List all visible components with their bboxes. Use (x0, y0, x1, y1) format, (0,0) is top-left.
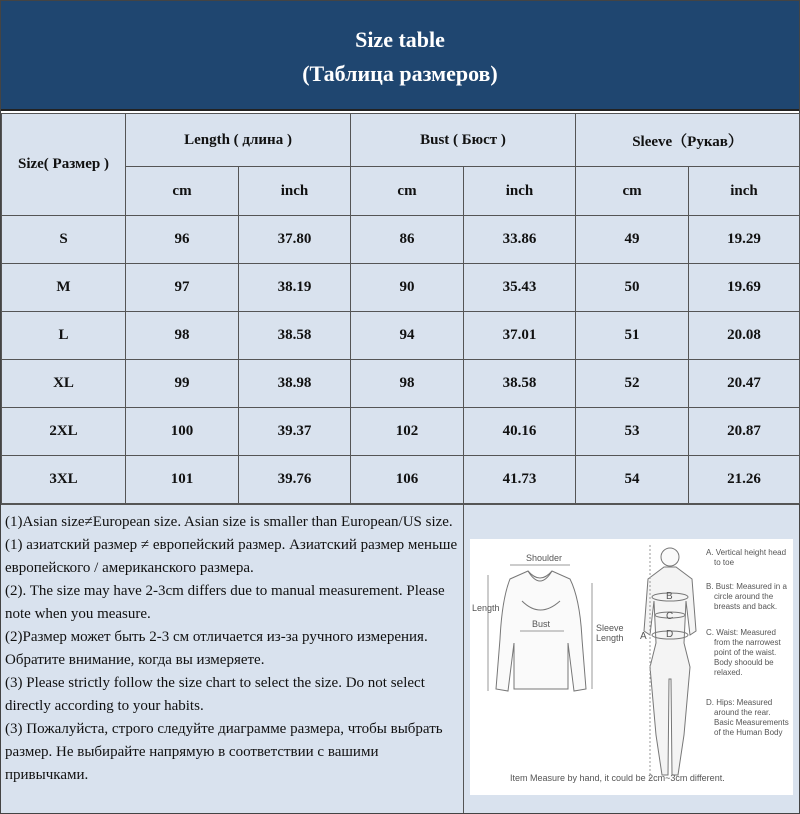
table-cell: 97 (126, 264, 239, 312)
body-letter-b: B (666, 591, 673, 602)
page-title: Size table (355, 27, 445, 52)
size-cell: XL (2, 360, 126, 408)
size-cell: M (2, 264, 126, 312)
unit-header: inch (239, 167, 351, 216)
table-cell: 39.37 (239, 408, 351, 456)
unit-header: inch (464, 167, 576, 216)
table-cell: 101 (126, 456, 239, 504)
table-cell: 33.86 (464, 216, 576, 264)
table-cell: 37.01 (464, 312, 576, 360)
table-row (2, 360, 800, 408)
bust-group-header: Bust ( Бюст ) (351, 114, 576, 167)
table-row (2, 456, 800, 504)
length-group-header: Length ( длина ) (126, 114, 351, 167)
note-paragraph: (1) азиатский размер ≠ европейский размер. Азиатский размер меньше европейского / американского размера. (5, 537, 458, 576)
size-cell: 3XL (2, 456, 126, 504)
table-header-row (2, 114, 800, 167)
table-row (2, 264, 800, 312)
table-cell: 19.29 (689, 216, 800, 264)
body-silhouette (644, 545, 696, 779)
table-cell: 41.73 (464, 456, 576, 504)
title-banner (1, 1, 799, 111)
table-cell: 50 (576, 264, 689, 312)
table-cell: 102 (351, 408, 464, 456)
table-cell: 38.98 (239, 360, 351, 408)
table-cell: 52 (576, 360, 689, 408)
table-cell: 20.87 (689, 408, 800, 456)
bust-label: Bust (532, 619, 551, 629)
size-cell: S (2, 216, 126, 264)
table-cell: 96 (126, 216, 239, 264)
table-cell: 86 (351, 216, 464, 264)
length-label: Length (472, 603, 500, 613)
table-cell: 53 (576, 408, 689, 456)
size-notes (1, 504, 464, 813)
table-row (2, 312, 800, 360)
table-cell: 39.76 (239, 456, 351, 504)
note-paragraph: (3) Пожалуйста, строго следуйте диаграмме размера, чтобы выбрать размер. Не выбирайте напрямую в соответствии с вашими привычками. (5, 721, 443, 783)
table-cell: 98 (126, 312, 239, 360)
legend-a: A. Vertical height head to toe (706, 548, 787, 567)
body-letter-d: D (666, 629, 674, 640)
unit-header: cm (351, 167, 464, 216)
table-cell: 98 (351, 360, 464, 408)
table-row (2, 216, 800, 264)
sleeve-label: Sleeve (596, 623, 624, 633)
table-cell: 99 (126, 360, 239, 408)
sleeve-group-header: Sleeve（Рукав） (576, 114, 800, 167)
table-cell: 19.69 (689, 264, 800, 312)
table-cell: 100 (126, 408, 239, 456)
table-cell: 51 (576, 312, 689, 360)
table-cell: 35.43 (464, 264, 576, 312)
unit-header: cm (126, 167, 239, 216)
table-cell: 90 (351, 264, 464, 312)
table-cell: 20.47 (689, 360, 800, 408)
table-cell: 21.26 (689, 456, 800, 504)
page-subtitle: (Таблица размеров) (302, 61, 498, 86)
size-cell: L (2, 312, 126, 360)
note-paragraph: (3) Please strictly follow the size chart to select the size. Do not select directly according to your habits. (5, 675, 425, 714)
table-cell: 40.16 (464, 408, 576, 456)
unit-header: inch (689, 167, 800, 216)
legend-c: C. Waist: Measured from the narrowest point of the waist. Body shoould be relaxed. (706, 628, 781, 677)
table-cell: 94 (351, 312, 464, 360)
note-paragraph: (2)Размер может быть 2-3 см отличается из-за ручного измерения. Обратите внимание, когда вы измеряете. (5, 629, 428, 668)
note-paragraph: (1)Asian size≠European size. Asian size is smaller than European/US size. (5, 514, 453, 530)
table-cell: 38.19 (239, 264, 351, 312)
table-cell: 37.80 (239, 216, 351, 264)
table-cell: 49 (576, 216, 689, 264)
table-row (2, 408, 800, 456)
size-cell: 2XL (2, 408, 126, 456)
size-column-header: Size( Размер ) (2, 114, 126, 216)
table-cell: 20.08 (689, 312, 800, 360)
shoulder-label: Shoulder (526, 553, 563, 563)
table-cell: 38.58 (464, 360, 576, 408)
table-cell: 38.58 (239, 312, 351, 360)
sleeve-length-label: Length (596, 633, 624, 643)
note-paragraph: (2). The size may have 2-3cm differs due to manual measurement. Please note when you measure. (5, 583, 445, 622)
size-table (1, 113, 800, 504)
measurement-illustration (470, 539, 793, 795)
measurement-figure (464, 504, 799, 813)
table-cell: 106 (351, 456, 464, 504)
measurement-diagram (470, 539, 793, 795)
unit-header: cm (576, 167, 689, 216)
legend-d: D. Hips: Measured around the rear. Basic Measurements of the Human Body (706, 698, 789, 737)
figure-footer: Item Measure by hand, it could be 2cm~3cm different. (510, 773, 725, 783)
body-letter-c: C (666, 611, 674, 622)
table-cell: 54 (576, 456, 689, 504)
legend-b: B. Bust: Measured in a circle around the breasts and back. (706, 582, 787, 611)
body-letter-a: A (640, 631, 647, 642)
